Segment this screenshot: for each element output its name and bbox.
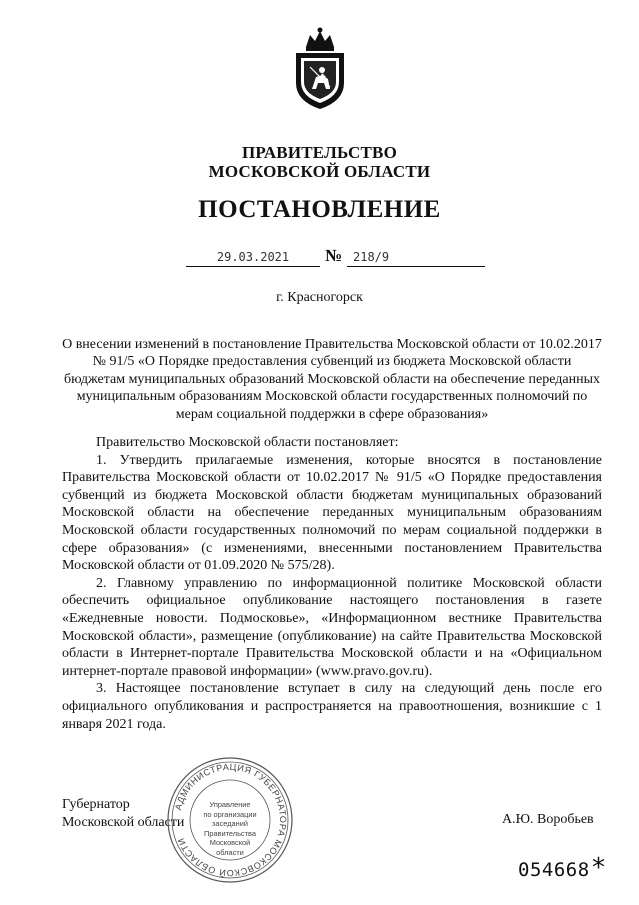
serial-mark: * bbox=[592, 853, 605, 883]
stamp-inner-line: области bbox=[216, 847, 244, 857]
government-title-line1: ПРАВИТЕЛЬСТВО bbox=[242, 143, 397, 162]
coat-of-arms-icon bbox=[292, 27, 348, 111]
body-paragraph-1: 1. Утвердить прилагаемые изменения, которые вносятся в постановление Правительства Московской области от 10.02.2017 № 91/5 «О Порядке предоставления субвенций из бюджета Московской области бюджетам муниципальных образований Московской области на обеспечение переданных муниципальным образованиям Московской области государственных полномочий по мерам социальной поддержки в сфере образования» (с изменениями, внесенными постановлением Правительства Московской области от 01.09.2020 № 575/28). bbox=[62, 452, 602, 574]
document-heading: О внесении изменений в постановление Правительства Московской области от 10.02.2017 № 91/5 «О Порядке предоставления субвенций из бюджета Московской области бюджетам муниципальных образований Московской области на обеспечение переданных муниципальным образованиям Московской области государственных полномочий по мерам социальной поддержки в сфере образования» bbox=[62, 337, 602, 422]
document-number: 218/9 bbox=[347, 249, 485, 267]
stamp-inner-line: Управление bbox=[209, 800, 251, 809]
stamp-inner-line: заседаний bbox=[212, 819, 248, 829]
document-body bbox=[62, 434, 602, 733]
stamp-inner-line: Правительства bbox=[204, 828, 256, 838]
stamp-inner-text bbox=[195, 800, 265, 858]
stamp-inner-line: по организации bbox=[203, 809, 257, 819]
document-type: ПОСТАНОВЛЕНИЕ bbox=[198, 196, 441, 223]
stamp-inner-line: Московской bbox=[209, 838, 251, 848]
number-sign: № bbox=[325, 246, 343, 265]
signer-title-line1: Губернатор bbox=[62, 797, 130, 812]
document-date: 29.03.2021 bbox=[186, 249, 320, 267]
government-title-line2: МОСКОВСКОЙ ОБЛАСТИ bbox=[208, 162, 431, 181]
city-line: г. Красногорск bbox=[276, 290, 363, 305]
body-intro: Правительство Московской области постановляет: bbox=[96, 435, 399, 450]
serial-number: 054668 bbox=[518, 859, 590, 881]
body-paragraph-3: 3. Настоящее постановление вступает в силу на следующий день после его официального опубликования и распространяется на правоотношения, возникшие с 1 января 2021 года. bbox=[62, 681, 602, 732]
stamp-ring-text: АДМИНИСТРАЦИЯ ГУБЕРНАТОРА МОСКОВСКОЙ ОБЛАСТИ bbox=[173, 761, 289, 879]
signer-title-line2: Московской области bbox=[62, 814, 185, 830]
body-paragraph-2: 2. Главному управлению по информационной политике Московской области обеспечить официальное опубликование настоящего постановления в газете «Ежедневные новости. Подмосковье», «Информационном вестнике Правительства Московской области», размещение (опубликование) на сайте Правительства Московской области в Интернет-портале Правительства Московской области и на «Официальном интернет-портале правовой информации» (www.pravo.gov.ru). bbox=[62, 575, 602, 679]
signer-name: А.Ю. Воробьев bbox=[502, 812, 594, 827]
